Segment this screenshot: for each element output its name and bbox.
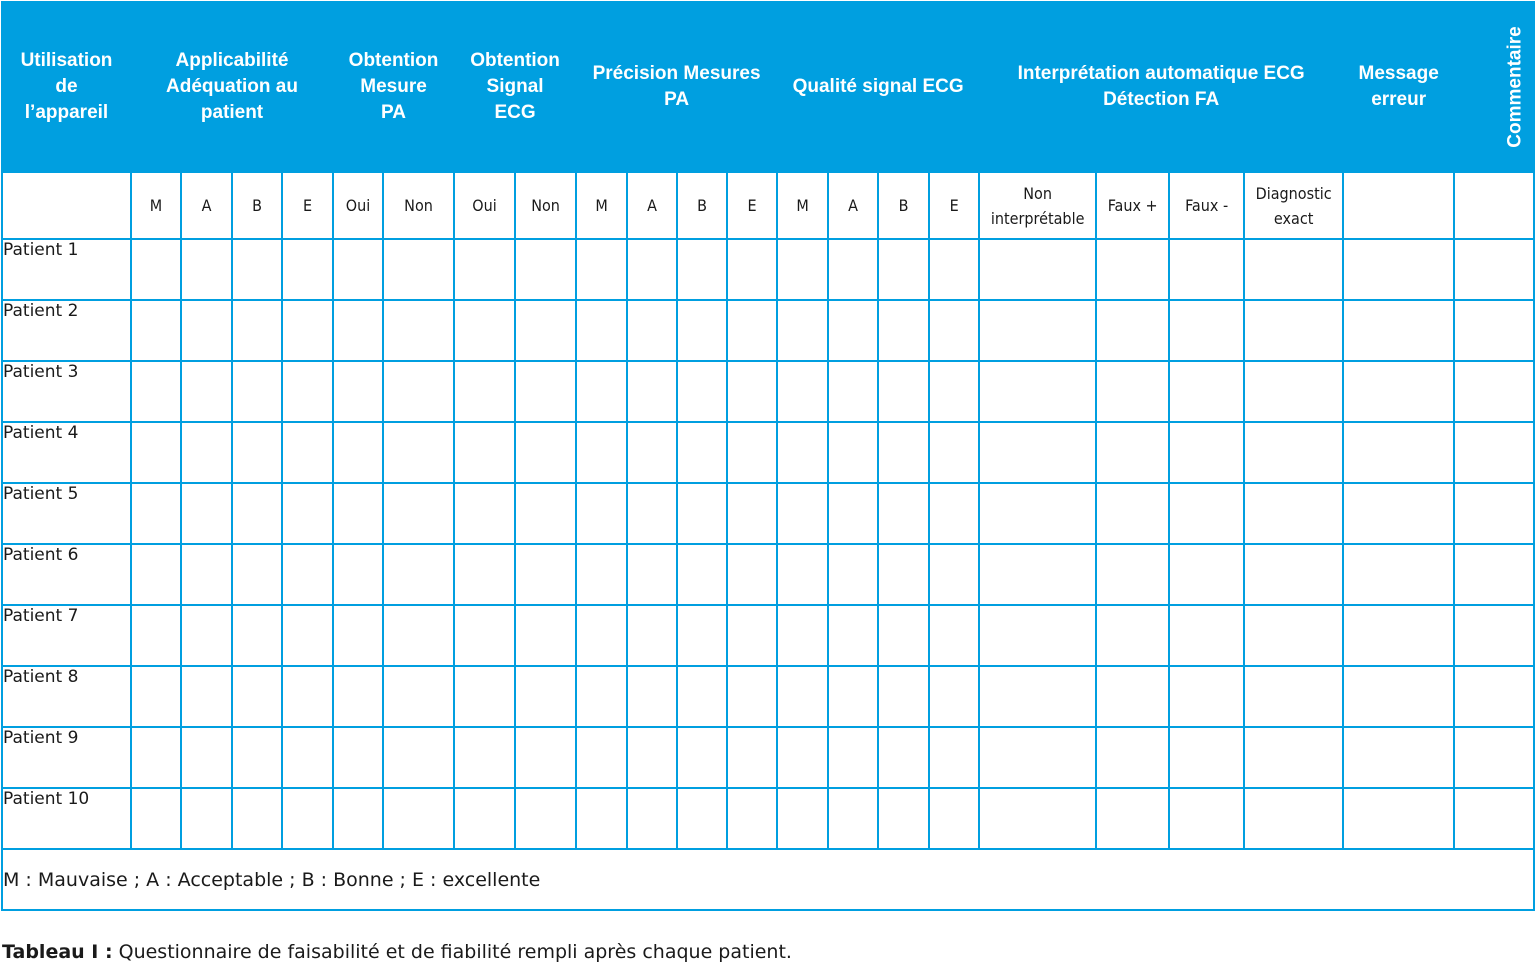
answer-cell[interactable] — [979, 300, 1096, 361]
answer-cell[interactable] — [454, 361, 515, 422]
answer-cell[interactable] — [777, 422, 828, 483]
patient-label: Patient 6 — [2, 544, 131, 605]
answer-cell[interactable] — [1343, 300, 1454, 361]
sub-precision-m: M — [576, 172, 627, 239]
answer-cell[interactable] — [1343, 605, 1454, 666]
answer-cell[interactable] — [232, 666, 282, 727]
answer-cell[interactable] — [454, 666, 515, 727]
sub-diagnostic-exact: Diagnostic exact — [1244, 172, 1343, 239]
answer-cell[interactable] — [828, 727, 878, 788]
answer-cell[interactable] — [727, 544, 777, 605]
answer-cell[interactable] — [1169, 666, 1244, 727]
answer-cell[interactable] — [232, 605, 282, 666]
answer-cell[interactable] — [627, 788, 677, 849]
header-row — [2, 2, 1534, 172]
answer-cell[interactable] — [131, 605, 181, 666]
answer-cell[interactable] — [333, 239, 383, 300]
answer-cell[interactable] — [282, 788, 333, 849]
answer-cell[interactable] — [515, 422, 576, 483]
answer-cell[interactable] — [515, 666, 576, 727]
answer-cell[interactable] — [878, 300, 929, 361]
answer-cell[interactable] — [333, 666, 383, 727]
answer-cell[interactable] — [1244, 727, 1343, 788]
sub-precision-a: A — [627, 172, 677, 239]
answer-cell[interactable] — [454, 788, 515, 849]
header-message-erreur: Message erreur — [1343, 2, 1454, 172]
answer-cell[interactable] — [131, 788, 181, 849]
answer-cell[interactable] — [929, 544, 979, 605]
answer-cell[interactable] — [828, 483, 878, 544]
answer-cell[interactable] — [979, 666, 1096, 727]
answer-cell[interactable] — [576, 605, 627, 666]
answer-cell[interactable] — [131, 727, 181, 788]
answer-cell[interactable] — [627, 666, 677, 727]
sub-ecg-non: Non — [515, 172, 576, 239]
answer-cell[interactable] — [777, 727, 828, 788]
answer-cell[interactable] — [777, 544, 828, 605]
answer-cell[interactable] — [627, 239, 677, 300]
answer-cell[interactable] — [333, 422, 383, 483]
sub-precision-e: E — [727, 172, 777, 239]
answer-cell[interactable] — [232, 300, 282, 361]
answer-cell[interactable] — [1454, 788, 1534, 849]
answer-cell[interactable] — [1454, 422, 1534, 483]
answer-cell[interactable] — [515, 727, 576, 788]
answer-cell[interactable] — [181, 605, 232, 666]
answer-cell[interactable] — [181, 788, 232, 849]
answer-cell[interactable] — [878, 239, 929, 300]
answer-cell[interactable] — [131, 483, 181, 544]
answer-cell[interactable] — [828, 605, 878, 666]
answer-cell[interactable] — [282, 483, 333, 544]
answer-cell[interactable] — [878, 605, 929, 666]
answer-cell[interactable] — [1244, 605, 1343, 666]
answer-cell[interactable] — [131, 361, 181, 422]
header-interpretation-ecg: Interprétation automatique ECG Détection FA — [979, 2, 1343, 172]
answer-cell[interactable] — [333, 544, 383, 605]
patient-label: Patient 8 — [2, 666, 131, 727]
feasibility-table — [1, 1, 1535, 911]
table-row — [2, 239, 1534, 300]
answer-cell[interactable] — [878, 544, 929, 605]
answer-cell[interactable] — [282, 239, 333, 300]
answer-cell[interactable] — [515, 361, 576, 422]
answer-cell[interactable] — [333, 361, 383, 422]
answer-cell[interactable] — [282, 361, 333, 422]
answer-cell[interactable] — [777, 483, 828, 544]
answer-cell[interactable] — [627, 727, 677, 788]
answer-cell[interactable] — [1096, 788, 1169, 849]
answer-cell[interactable] — [828, 361, 878, 422]
answer-cell[interactable] — [282, 544, 333, 605]
answer-cell[interactable] — [131, 666, 181, 727]
sub-qualite-e: E — [929, 172, 979, 239]
answer-cell[interactable] — [1096, 422, 1169, 483]
answer-cell[interactable] — [677, 300, 727, 361]
sub-applicabilite-e: E — [282, 172, 333, 239]
table-row — [2, 605, 1534, 666]
answer-cell[interactable] — [1169, 788, 1244, 849]
answer-cell[interactable] — [828, 422, 878, 483]
table-row — [2, 361, 1534, 422]
sub-ecg-oui: Oui — [454, 172, 515, 239]
answer-cell[interactable] — [1454, 666, 1534, 727]
answer-cell[interactable] — [333, 605, 383, 666]
patient-label: Patient 2 — [2, 300, 131, 361]
answer-cell[interactable] — [383, 239, 454, 300]
answer-cell[interactable] — [454, 239, 515, 300]
answer-cell[interactable] — [576, 788, 627, 849]
answer-cell[interactable] — [727, 483, 777, 544]
answer-cell[interactable] — [777, 605, 828, 666]
answer-cell[interactable] — [878, 483, 929, 544]
answer-cell[interactable] — [929, 788, 979, 849]
answer-cell[interactable] — [727, 361, 777, 422]
answer-cell[interactable] — [515, 544, 576, 605]
answer-cell[interactable] — [929, 666, 979, 727]
sub-faux-moins: Faux - — [1169, 172, 1244, 239]
answer-cell[interactable] — [576, 727, 627, 788]
answer-cell[interactable] — [1096, 727, 1169, 788]
legend: M : Mauvaise ; A : Acceptable ; B : Bonne ; E : excellente — [2, 849, 1534, 910]
answer-cell[interactable] — [232, 483, 282, 544]
sub-precision-b: B — [677, 172, 727, 239]
patient-rows — [2, 239, 1534, 849]
patient-label: Patient 1 — [2, 239, 131, 300]
answer-cell[interactable] — [1454, 361, 1534, 422]
answer-cell[interactable] — [333, 483, 383, 544]
answer-cell[interactable] — [929, 300, 979, 361]
sub-pa-oui: Oui — [333, 172, 383, 239]
answer-cell[interactable] — [627, 483, 677, 544]
answer-cell[interactable] — [727, 300, 777, 361]
answer-cell[interactable] — [181, 300, 232, 361]
answer-cell[interactable] — [1096, 605, 1169, 666]
answer-cell[interactable] — [878, 422, 929, 483]
sub-qualite-b: B — [878, 172, 929, 239]
answer-cell[interactable] — [929, 483, 979, 544]
answer-cell[interactable] — [232, 544, 282, 605]
table-row — [2, 544, 1534, 605]
answer-cell[interactable] — [1454, 300, 1534, 361]
answer-cell[interactable] — [383, 788, 454, 849]
answer-cell[interactable] — [929, 605, 979, 666]
answer-cell[interactable] — [1169, 544, 1244, 605]
answer-cell[interactable] — [1096, 666, 1169, 727]
answer-cell[interactable] — [1454, 605, 1534, 666]
answer-cell[interactable] — [929, 422, 979, 483]
answer-cell[interactable] — [828, 544, 878, 605]
answer-cell[interactable] — [1244, 483, 1343, 544]
answer-cell[interactable] — [282, 300, 333, 361]
table-row — [2, 422, 1534, 483]
answer-cell[interactable] — [1169, 605, 1244, 666]
answer-cell[interactable] — [979, 483, 1096, 544]
answer-cell[interactable] — [1454, 239, 1534, 300]
answer-cell[interactable] — [777, 788, 828, 849]
answer-cell[interactable] — [181, 361, 232, 422]
answer-cell[interactable] — [878, 361, 929, 422]
answer-cell[interactable] — [828, 300, 878, 361]
answer-cell[interactable] — [333, 727, 383, 788]
sub-qualite-m: M — [777, 172, 828, 239]
answer-cell[interactable] — [383, 422, 454, 483]
answer-cell[interactable] — [282, 666, 333, 727]
patient-label: Patient 7 — [2, 605, 131, 666]
sub-commentaire-empty — [1454, 172, 1534, 239]
answer-cell[interactable] — [1244, 239, 1343, 300]
answer-cell[interactable] — [282, 727, 333, 788]
answer-cell[interactable] — [181, 239, 232, 300]
answer-cell[interactable] — [1244, 666, 1343, 727]
answer-cell[interactable] — [677, 666, 727, 727]
answer-cell[interactable] — [1096, 300, 1169, 361]
answer-cell[interactable] — [1244, 788, 1343, 849]
sub-applicabilite-a: A — [181, 172, 232, 239]
answer-cell[interactable] — [1343, 666, 1454, 727]
sub-qualite-a: A — [828, 172, 878, 239]
answer-cell[interactable] — [677, 483, 727, 544]
answer-cell[interactable] — [383, 300, 454, 361]
answer-cell[interactable] — [515, 483, 576, 544]
answer-cell[interactable] — [576, 361, 627, 422]
answer-cell[interactable] — [878, 727, 929, 788]
answer-cell[interactable] — [1343, 422, 1454, 483]
answer-cell[interactable] — [627, 361, 677, 422]
legend-row — [2, 849, 1534, 910]
answer-cell[interactable] — [677, 239, 727, 300]
answer-cell[interactable] — [727, 727, 777, 788]
answer-cell[interactable] — [828, 788, 878, 849]
answer-cell[interactable] — [979, 544, 1096, 605]
answer-cell[interactable] — [1169, 727, 1244, 788]
answer-cell[interactable] — [727, 788, 777, 849]
answer-cell[interactable] — [515, 239, 576, 300]
answer-cell[interactable] — [1169, 239, 1244, 300]
answer-cell[interactable] — [627, 422, 677, 483]
answer-cell[interactable] — [1343, 483, 1454, 544]
answer-cell[interactable] — [333, 788, 383, 849]
answer-cell[interactable] — [576, 544, 627, 605]
answer-cell[interactable] — [576, 300, 627, 361]
sub-applicabilite-b: B — [232, 172, 282, 239]
caption-text: Questionnaire de faisabilité et de fiabilité rempli après chaque patient. — [112, 941, 792, 963]
answer-cell[interactable] — [454, 300, 515, 361]
answer-cell[interactable] — [282, 605, 333, 666]
patient-label: Patient 5 — [2, 483, 131, 544]
header-commentaire: Commentaire — [1454, 2, 1534, 172]
table-row — [2, 483, 1534, 544]
caption-label: Tableau I : — [2, 941, 113, 963]
answer-cell[interactable] — [677, 361, 727, 422]
header-precision-pa: Précision Mesures PA — [576, 2, 777, 172]
answer-cell[interactable] — [1454, 483, 1534, 544]
answer-cell[interactable] — [677, 788, 727, 849]
sub-message-empty — [1343, 172, 1454, 239]
answer-cell[interactable] — [1169, 361, 1244, 422]
answer-cell[interactable] — [727, 422, 777, 483]
answer-cell[interactable] — [878, 666, 929, 727]
answer-cell[interactable] — [677, 727, 727, 788]
sub-non-interpretable: Non interprétable — [979, 172, 1096, 239]
answer-cell[interactable] — [1244, 361, 1343, 422]
answer-cell[interactable] — [1244, 422, 1343, 483]
sub-faux-plus: Faux + — [1096, 172, 1169, 239]
answer-cell[interactable] — [777, 666, 828, 727]
answer-cell[interactable] — [777, 239, 828, 300]
answer-cell[interactable] — [454, 727, 515, 788]
answer-cell[interactable] — [383, 605, 454, 666]
answer-cell[interactable] — [1343, 788, 1454, 849]
table-row — [2, 300, 1534, 361]
answer-cell[interactable] — [383, 666, 454, 727]
answer-cell[interactable] — [515, 300, 576, 361]
answer-cell[interactable] — [929, 239, 979, 300]
answer-cell[interactable] — [979, 239, 1096, 300]
answer-cell[interactable] — [677, 605, 727, 666]
answer-cell[interactable] — [454, 422, 515, 483]
table-row — [2, 666, 1534, 727]
sub-pa-non: Non — [383, 172, 454, 239]
answer-cell[interactable] — [1096, 483, 1169, 544]
answer-cell[interactable] — [727, 605, 777, 666]
table-row — [2, 727, 1534, 788]
answer-cell[interactable] — [777, 300, 828, 361]
answer-cell[interactable] — [929, 727, 979, 788]
answer-cell[interactable] — [515, 788, 576, 849]
answer-cell[interactable] — [1169, 300, 1244, 361]
answer-cell[interactable] — [576, 666, 627, 727]
answer-cell[interactable] — [979, 422, 1096, 483]
answer-cell[interactable] — [1343, 239, 1454, 300]
answer-cell[interactable] — [1343, 544, 1454, 605]
answer-cell[interactable] — [979, 727, 1096, 788]
answer-cell[interactable] — [232, 727, 282, 788]
header-applicabilite: Applicabilité Adéquation au patient — [131, 2, 333, 172]
answer-cell[interactable] — [383, 361, 454, 422]
answer-cell[interactable] — [181, 422, 232, 483]
answer-cell[interactable] — [454, 483, 515, 544]
header-obtention-ecg: Obtention Signal ECG — [454, 2, 576, 172]
answer-cell[interactable] — [979, 361, 1096, 422]
answer-cell[interactable] — [282, 422, 333, 483]
subheader-row — [2, 172, 1534, 239]
header-obtention-pa: Obtention Mesure PA — [333, 2, 454, 172]
answer-cell[interactable] — [131, 544, 181, 605]
answer-cell[interactable] — [627, 300, 677, 361]
answer-cell[interactable] — [181, 666, 232, 727]
answer-cell[interactable] — [576, 483, 627, 544]
answer-cell[interactable] — [1096, 361, 1169, 422]
answer-cell[interactable] — [1169, 483, 1244, 544]
answer-cell[interactable] — [1244, 300, 1343, 361]
answer-cell[interactable] — [232, 361, 282, 422]
answer-cell[interactable] — [929, 361, 979, 422]
answer-cell[interactable] — [979, 605, 1096, 666]
answer-cell[interactable] — [181, 727, 232, 788]
answer-cell[interactable] — [131, 300, 181, 361]
answer-cell[interactable] — [828, 666, 878, 727]
patient-label: Patient 3 — [2, 361, 131, 422]
answer-cell[interactable] — [828, 239, 878, 300]
answer-cell[interactable] — [131, 422, 181, 483]
answer-cell[interactable] — [727, 666, 777, 727]
answer-cell[interactable] — [576, 422, 627, 483]
table-caption — [2, 941, 792, 963]
answer-cell[interactable] — [576, 239, 627, 300]
answer-cell[interactable] — [1343, 727, 1454, 788]
answer-cell[interactable] — [1169, 422, 1244, 483]
answer-cell[interactable] — [232, 239, 282, 300]
answer-cell[interactable] — [515, 605, 576, 666]
header-qualite-ecg: Qualité signal ECG — [777, 2, 979, 172]
answer-cell[interactable] — [454, 605, 515, 666]
answer-cell[interactable] — [727, 239, 777, 300]
answer-cell[interactable] — [1454, 544, 1534, 605]
answer-cell[interactable] — [677, 422, 727, 483]
answer-cell[interactable] — [1244, 544, 1343, 605]
answer-cell[interactable] — [383, 727, 454, 788]
answer-cell[interactable] — [777, 361, 828, 422]
answer-cell[interactable] — [131, 239, 181, 300]
subheader-empty — [2, 172, 131, 239]
answer-cell[interactable] — [383, 483, 454, 544]
answer-cell[interactable] — [1343, 361, 1454, 422]
answer-cell[interactable] — [677, 544, 727, 605]
answer-cell[interactable] — [232, 788, 282, 849]
table-row — [2, 788, 1534, 849]
patient-label: Patient 9 — [2, 727, 131, 788]
answer-cell[interactable] — [232, 422, 282, 483]
answer-cell[interactable] — [383, 544, 454, 605]
answer-cell[interactable] — [181, 483, 232, 544]
header-utilisation: Utilisation de l’appareil — [2, 2, 131, 172]
patient-label: Patient 10 — [2, 788, 131, 849]
answer-cell[interactable] — [1454, 727, 1534, 788]
answer-cell[interactable] — [1096, 239, 1169, 300]
answer-cell[interactable] — [627, 605, 677, 666]
answer-cell[interactable] — [454, 544, 515, 605]
answer-cell[interactable] — [979, 788, 1096, 849]
answer-cell[interactable] — [1096, 544, 1169, 605]
answer-cell[interactable] — [181, 544, 232, 605]
sub-applicabilite-m: M — [131, 172, 181, 239]
answer-cell[interactable] — [878, 788, 929, 849]
answer-cell[interactable] — [627, 544, 677, 605]
answer-cell[interactable] — [333, 300, 383, 361]
patient-label: Patient 4 — [2, 422, 131, 483]
